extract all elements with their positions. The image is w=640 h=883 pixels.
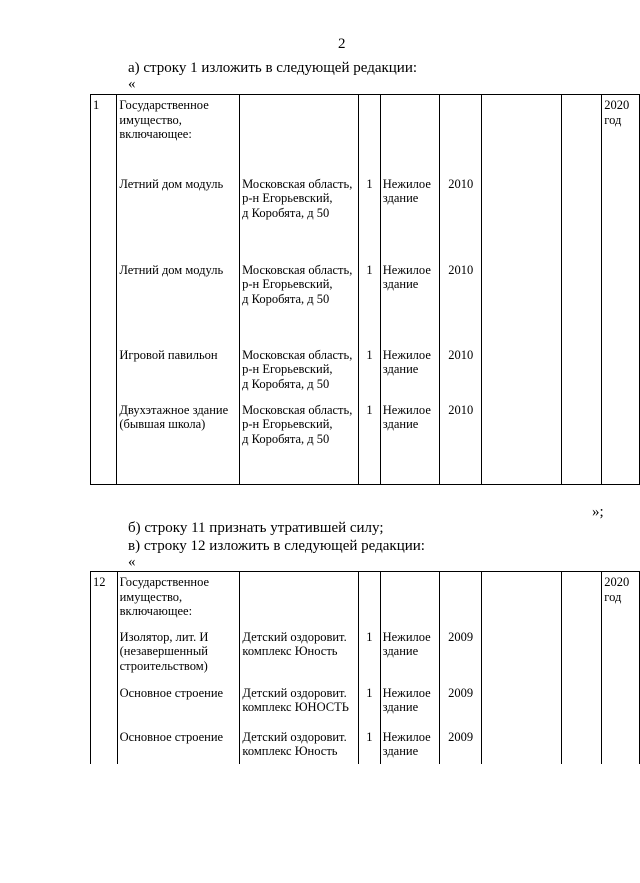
instruction-b: б) строку 11 признать утратившей силу; bbox=[128, 520, 384, 536]
open-quote-1: « bbox=[128, 76, 136, 92]
table-row: Летний дом модуль Московская область, р-н Егорьевский, д Коробята, д 50 1 Нежилое здание 2010 bbox=[91, 263, 640, 348]
instruction-a: а) строку 1 изложить в следующей редакции: bbox=[128, 60, 418, 76]
close-quote: »; bbox=[592, 504, 604, 520]
table-row-1 bbox=[90, 94, 640, 485]
row-number: 1 bbox=[91, 95, 117, 177]
table-row: Летний дом модуль Московская область, р-н Егорьевский, д Коробята, д 50 1 Нежилое здание 2010 bbox=[91, 177, 640, 263]
table-row: Двухэтажное здание (бывшая школа) Московская область, р-н Егорьевский, д Коробята, д 50 1 Нежилое здание 2010 bbox=[91, 403, 640, 485]
property-group-name: Государственное имущество, включающее: bbox=[117, 572, 240, 630]
table-row: Основное строение Детский оздоровит. комплекс Юность 1 Нежилое здание 2009 bbox=[91, 730, 640, 764]
row-number: 12 bbox=[91, 572, 118, 630]
table-row: Игровой павильон Московская область, р-н Егорьевский, д Коробята, д 50 1 Нежилое здание 2010 bbox=[91, 348, 640, 403]
table-row-12 bbox=[90, 571, 640, 764]
table-row: Основное строение Детский оздоровит. комплекс ЮНОСТЬ 1 Нежилое здание 2009 bbox=[91, 686, 640, 730]
date-cell: 2020 год bbox=[602, 572, 640, 630]
table-row: Изолятор, лит. И (незавершенный строительством) Детский оздоровит. комплекс Юность 1 Нежилое здание 2009 bbox=[91, 630, 640, 686]
open-quote-2: « bbox=[128, 554, 136, 570]
property-group-name: Государственное имущество, включающее: bbox=[117, 95, 240, 177]
page-number: 2 bbox=[338, 36, 346, 52]
date-cell: 2020 год bbox=[602, 95, 640, 177]
instruction-c: в) строку 12 изложить в следующей редакции: bbox=[128, 538, 425, 554]
